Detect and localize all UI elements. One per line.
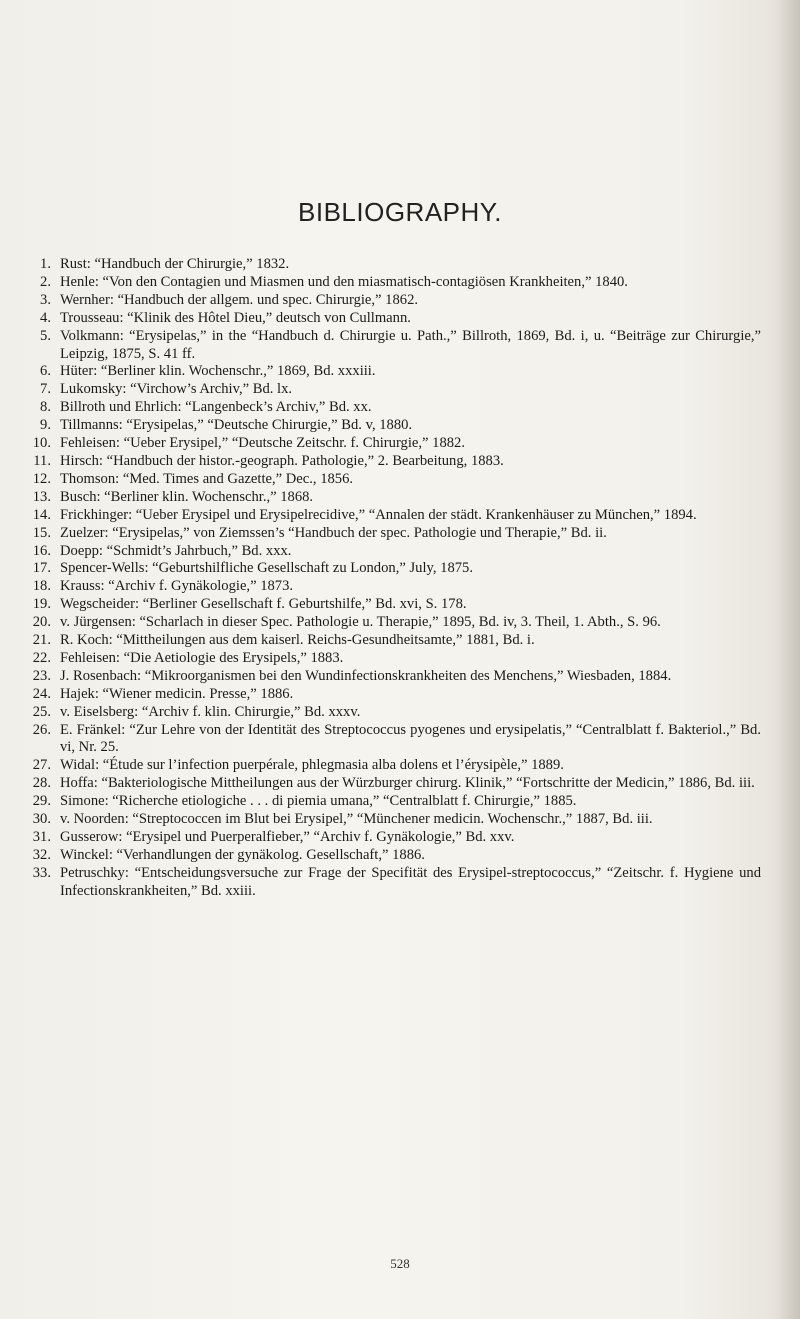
bibliography-entry xyxy=(31,363,761,381)
entry-number: 6. xyxy=(40,363,51,380)
entry-citation: Billroth und Ehrlich: “Langenbeck’s Archiv,” Bd. xx. xyxy=(60,399,372,416)
entry-citation: Wernher: “Handbuch der allgem. und spec. Chirurgie,” 1862. xyxy=(60,291,419,308)
entry-citation: Zuelzer: “Erysipelas,” von Ziemssen’s “Handbuch der spec. Pathologie und Therapie,” Bd. ii. xyxy=(60,524,607,541)
entry-number: 12. xyxy=(32,470,51,487)
entry-number: 14. xyxy=(32,506,51,523)
bibliography-entry xyxy=(31,435,761,453)
entry-citation: Hirsch: “Handbuch der histor.-geograph. Pathologie,” 2. Bearbeitung, 1883. xyxy=(60,452,504,469)
entry-number: 20. xyxy=(32,614,51,631)
entry-citation: Volkmann: “Erysipelas,” in the “Handbuch d. Chirurgie u. Path.,” Billroth, 1869, Bd. i, u. “Beiträge zur Chirurgie,” Leipzig, 1875, S. 41 ff. xyxy=(60,327,761,362)
entry-number: 21. xyxy=(32,632,51,649)
bibliography-entry xyxy=(31,829,761,847)
entry-number: 9. xyxy=(40,417,51,434)
bibliography-list xyxy=(31,256,761,901)
bibliography-entry xyxy=(31,614,761,632)
entry-citation: Wegscheider: “Berliner Gesellschaft f. Geburtshilfe,” Bd. xvi, S. 178. xyxy=(60,596,467,613)
entry-number: 27. xyxy=(32,757,51,774)
entry-citation: Doepp: “Schmidt’s Jahrbuch,” Bd. xxx. xyxy=(60,542,292,559)
bibliography-entry xyxy=(31,292,761,310)
bibliography-entry xyxy=(31,757,761,775)
bibliography-entry xyxy=(31,507,761,525)
entry-number: 22. xyxy=(32,649,51,666)
bibliography-entry xyxy=(31,686,761,704)
entry-number: 11. xyxy=(33,452,51,469)
entry-citation: R. Koch: “Mittheilungen aus dem kaiserl. Reichs-Gesundheitsamte,” 1881, Bd. i. xyxy=(60,632,535,649)
entry-number: 7. xyxy=(40,381,51,398)
bibliography-entry xyxy=(31,596,761,614)
entry-citation: Hoffa: “Bakteriologische Mittheilungen aus der Würzburger chirurg. Klinik,” “Fortschritte der Medicin,” 1886, Bd. iii. xyxy=(60,775,755,792)
entry-citation: Fehleisen: “Ueber Erysipel,” “Deutsche Zeitschr. f. Chirurgie,” 1882. xyxy=(60,435,465,452)
bibliography-entry xyxy=(31,328,761,364)
bibliography-entry xyxy=(31,543,761,561)
entry-citation: Trousseau: “Klinik des Hôtel Dieu,” deutsch von Cullmann. xyxy=(60,309,411,326)
bibliography-entry xyxy=(31,381,761,399)
bibliography-entry xyxy=(31,811,761,829)
bibliography-entry xyxy=(31,793,761,811)
bibliography-entry xyxy=(31,489,761,507)
entry-number: 29. xyxy=(32,793,51,810)
entry-citation: v. Jürgensen: “Scharlach in dieser Spec. Pathologie u. Therapie,” 1895, Bd. iv, 3. Theil, 1. Abth., S. 96. xyxy=(60,614,661,631)
entry-number: 3. xyxy=(40,291,51,308)
bibliography-entry xyxy=(31,453,761,471)
bibliography-entry xyxy=(31,256,761,274)
entry-citation: Lukomsky: “Virchow’s Archiv,” Bd. lx. xyxy=(60,381,293,398)
bibliography-entry xyxy=(31,274,761,292)
entry-citation: Fehleisen: “Die Aetiologie des Erysipels,” 1883. xyxy=(60,649,344,666)
bibliography-entry xyxy=(31,704,761,722)
bibliography-entry xyxy=(31,578,761,596)
bibliography-entry xyxy=(31,525,761,543)
bibliography-entry xyxy=(31,310,761,328)
entry-number: 26. xyxy=(32,721,51,738)
entry-citation: Busch: “Berliner klin. Wochenschr.,” 1868. xyxy=(60,488,314,505)
entry-citation: E. Fränkel: “Zur Lehre von der Identität des Streptococcus pyogenes und erysipelatis,” “Centralblatt f. Bakteriol.,” Bd. vi, Nr. 25. xyxy=(60,721,761,756)
entry-citation: Hajek: “Wiener medicin. Presse,” 1886. xyxy=(60,685,294,702)
page-heading: BIBLIOGRAPHY. xyxy=(298,197,502,227)
bibliography-entry xyxy=(31,722,761,758)
entry-number: 13. xyxy=(32,488,51,505)
entry-number: 4. xyxy=(40,309,51,326)
entry-number: 1. xyxy=(40,256,51,272)
entry-number: 10. xyxy=(32,435,51,452)
bibliography-entry xyxy=(31,471,761,489)
entry-number: 2. xyxy=(40,273,51,290)
entry-citation: J. Rosenbach: “Mikroorganismen bei den Wundinfectionskrankheiten des Menchens,” Wiesbaden, 1884. xyxy=(60,667,672,684)
entry-number: 30. xyxy=(32,811,51,828)
entry-citation: v. Noorden: “Streptococcen im Blut bei Erysipel,” “Münchener medicin. Wochenschr.,” 1887, Bd. iii. xyxy=(60,811,653,828)
entry-number: 5. xyxy=(40,327,51,344)
entry-number: 17. xyxy=(32,560,51,577)
entry-number: 31. xyxy=(32,829,51,845)
entry-citation: Winckel: “Verhandlungen der gynäkolog. Gesellschaft,” 1886. xyxy=(60,846,425,863)
bibliography-entry xyxy=(31,847,761,865)
entry-citation: Henle: “Von den Contagien und Miasmen und den miasmatisch-contagiösen Krankheiten,” 1840. xyxy=(60,273,628,290)
entry-citation: Petruschky: “Entscheidungsversuche zur Frage der Specifität des Erysipel-streptococcus,” “Zeitschr. f. Hygiene und Infectionskrankheiten,” Bd. xxiii. xyxy=(60,864,761,899)
entry-number: 18. xyxy=(32,578,51,595)
page-number: 528 xyxy=(390,1256,410,1271)
entry-citation: Widal: “Étude sur l’infection puerpérale, phlegmasia alba dolens et l’érysipèle,” 1889. xyxy=(60,757,564,774)
entry-number: 16. xyxy=(32,542,51,559)
entry-number: 32. xyxy=(32,846,51,863)
entry-citation: Simone: “Richerche etiologiche . . . di piemia umana,” “Centralblatt f. Chirurgie,” 1885. xyxy=(60,793,577,810)
entry-citation: Hüter: “Berliner klin. Wochenschr.,” 1869, Bd. xxxiii. xyxy=(60,363,376,380)
entry-number: 23. xyxy=(32,667,51,684)
bibliography-entry xyxy=(31,865,761,901)
bibliography-entry xyxy=(31,560,761,578)
entry-citation: Spencer-Wells: “Geburtshilfliche Gesellschaft zu London,” July, 1875. xyxy=(60,560,473,577)
entry-citation: Gusserow: “Erysipel und Puerperalfieber,” “Archiv f. Gynäkologie,” Bd. xxv. xyxy=(60,829,515,845)
bibliography-entry xyxy=(31,650,761,668)
bibliography-entry xyxy=(31,399,761,417)
entry-number: 19. xyxy=(32,596,51,613)
entry-citation: Tillmanns: “Erysipelas,” “Deutsche Chirurgie,” Bd. v, 1880. xyxy=(60,417,413,434)
entry-citation: Rust: “Handbuch der Chirurgie,” 1832. xyxy=(60,256,290,272)
entry-citation: Thomson: “Med. Times and Gazette,” Dec., 1856. xyxy=(60,470,354,487)
bibliography-entry xyxy=(31,632,761,650)
entry-citation: Frickhinger: “Ueber Erysipel und Erysipelrecidive,” “Annalen der städt. Krankenhäuser zu München,” 1894. xyxy=(60,506,697,523)
entry-citation: v. Eiselsberg: “Archiv f. klin. Chirurgie,” Bd. xxxv. xyxy=(60,703,361,720)
bibliography-entry xyxy=(31,668,761,686)
entry-number: 33. xyxy=(32,864,51,881)
bibliography-entry xyxy=(31,417,761,435)
entry-number: 28. xyxy=(32,775,51,792)
entry-number: 25. xyxy=(32,703,51,720)
entry-citation: Krauss: “Archiv f. Gynäkologie,” 1873. xyxy=(60,578,294,595)
entry-number: 24. xyxy=(32,685,51,702)
bibliography-entry xyxy=(31,775,761,793)
entry-number: 15. xyxy=(32,524,51,541)
entry-number: 8. xyxy=(40,399,51,416)
